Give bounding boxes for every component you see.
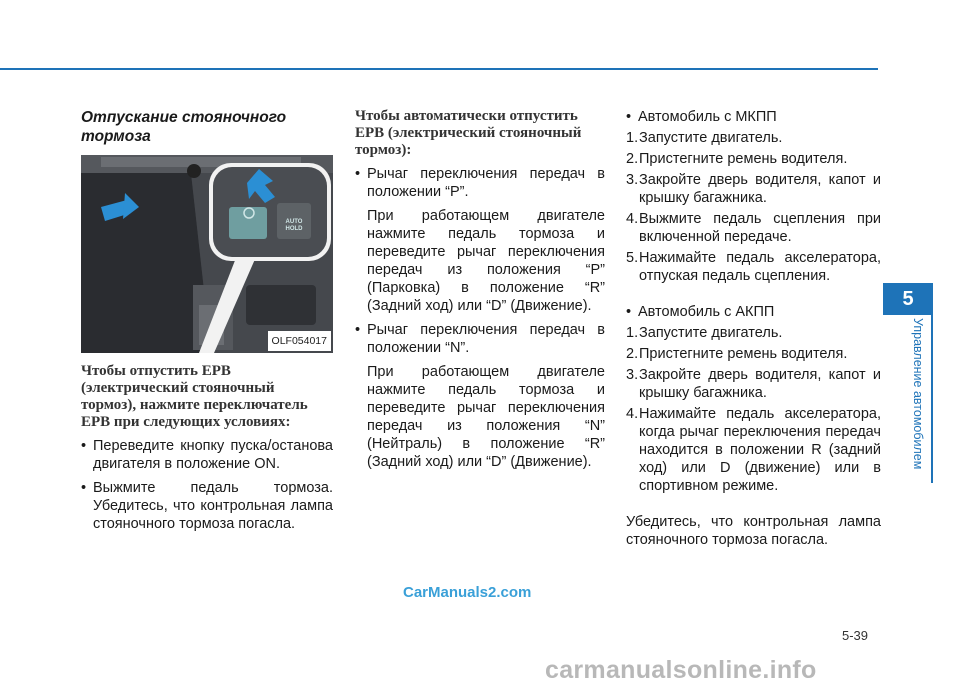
gear-n-item: • Рычаг переключения передач в положении “N”. xyxy=(355,321,605,357)
mt-step-2: 2. Пристегните ремень водителя. xyxy=(626,151,848,167)
gear-p-item: • Рычаг переключения передач в положении “P”. xyxy=(355,165,605,201)
chapter-tab: 5 xyxy=(883,283,933,315)
epb-switch-figure xyxy=(81,155,333,353)
gear-p-text: При работающем двигателе нажмите педаль тормоза и переведите рычаг переключения передач из положения “P” (Парковка) в положение “R” (Задний ход) или “D” (Движение). xyxy=(367,208,605,314)
column-middle xyxy=(355,108,605,471)
manual-transmission-title: • Автомобиль с МКПП xyxy=(626,108,881,126)
at-step-1: 1. Запустите двигатель. xyxy=(626,325,783,341)
column-right xyxy=(626,108,881,549)
section-title: Отпускание стояночного тормоза xyxy=(81,109,287,145)
automatic-transmission-title: • Автомобиль с АКПП xyxy=(626,303,881,321)
mt-step-5: 5. Нажимайте педаль акселератора, отпуская педаль сцепления. xyxy=(626,250,881,284)
chapter-title: Управление автомобилем xyxy=(911,318,925,470)
watermark-carmanuals2[interactable]: CarManuals2.com xyxy=(403,584,532,601)
column-left xyxy=(81,108,333,533)
auto-hold-label: AUTO HOLD xyxy=(285,219,303,232)
at-step-4: 4. Нажимайте педаль акселератора, когда рычаг переключения передач находится в положении R (задний ход) или D (движение) или в спортивном режиме. xyxy=(626,406,881,494)
watermark-carmanualsonline: carmanualsonline.info xyxy=(545,656,817,684)
auto-release-heading: Чтобы автоматически отпустить EPB (электрический стояночный тормоз): xyxy=(355,108,582,158)
chapter-tab-line xyxy=(931,283,933,483)
warning-lamp-note: Убедитесь, что контрольная лампа стояночного тормоза погасла. xyxy=(626,514,881,548)
condition-heading: Чтобы отпустить EPB (электрический стояночный тормоз), нажмите переключатель EPB при следующих условиях: xyxy=(81,363,308,430)
mt-step-4: 4. Выжмите педаль сцепления при включенной передаче. xyxy=(626,211,881,245)
page-number: 5-39 xyxy=(842,628,869,643)
header-rule xyxy=(0,68,878,70)
mt-step-1: 1. Запустите двигатель. xyxy=(626,130,783,146)
condition-item-2: • Выжмите педаль тормоза. Убедитесь, что контрольная лампа стояночного тормоза погасла. xyxy=(81,479,333,533)
condition-item-1: • Переведите кнопку пуска/останова двигателя в положение ON. xyxy=(81,437,333,473)
at-step-2: 2. Пристегните ремень водителя. xyxy=(626,346,848,362)
console-illustration xyxy=(81,155,333,353)
mt-step-3: 3. Закройте дверь водителя, капот и крышку багажника. xyxy=(626,172,881,206)
gear-n-text: При работающем двигателе нажмите педаль тормоза и переведите рычаг переключения передач из положения “N” (Нейтраль) в положение “R” (Задний ход) или “D” (Движение). xyxy=(367,364,605,470)
figure-code: OLF054017 xyxy=(268,331,331,351)
at-step-3: 3. Закройте дверь водителя, капот и крышку багажника. xyxy=(626,367,881,401)
